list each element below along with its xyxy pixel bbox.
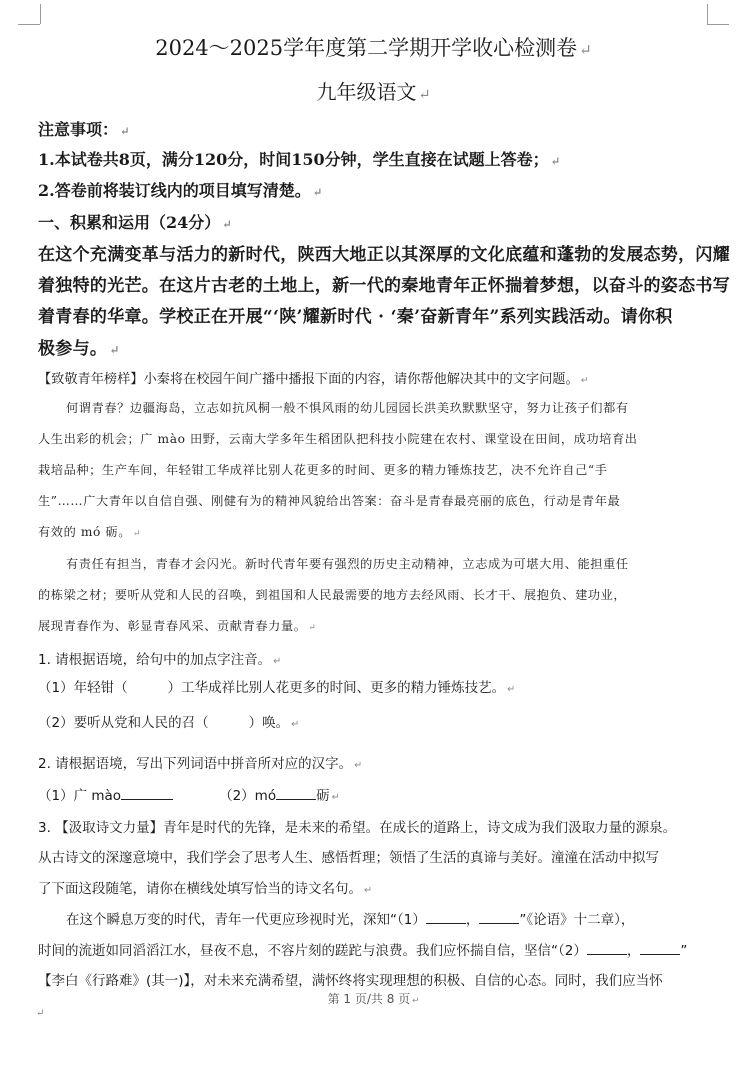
passage-line: 展现青春作为、彰显青春风采、贡献青春力量。 ↵ bbox=[38, 619, 317, 633]
page-footer: 第 1 页/共 8 页 ↵ bbox=[327, 992, 420, 1006]
exam-title: 2024～2025学年度第二学期开学收心检测卷 ↵ bbox=[155, 36, 592, 60]
corner-mark-top-right-h bbox=[707, 24, 729, 25]
passage-line: 栽培品种；生产车间，年轻钳工华成祥比别人花更多的时间、更多的精力锤炼技艺，决不允许自己“手 bbox=[38, 463, 608, 477]
question-2-parts: （1）广 mào （2）mó 砺 ↵ bbox=[38, 788, 340, 804]
question-3-line: 在这个瞬息万变的时代，青年一代更应珍视时光，深知“（1） ， ”《论语》十二章）， bbox=[66, 912, 635, 928]
passage-line: 生”……广大青年以自信自强、刚健有为的精神风貌给出答案：奋斗是青春最亮丽的底色，行动是青年最 bbox=[38, 494, 621, 508]
corner-mark-top-right bbox=[707, 4, 708, 24]
answer-blank[interactable] bbox=[276, 786, 316, 800]
passage-line: 的栋梁之材；要听从党和人民的召唤，到祖国和人民最需要的地方去经风雨、长才干、展抱负、建功业， bbox=[38, 588, 627, 602]
corner-mark-top-left-h bbox=[18, 24, 40, 25]
answer-blank[interactable] bbox=[479, 910, 519, 924]
section-heading: 一、积累和运用（24分） ↵ bbox=[38, 213, 232, 232]
answer-blank[interactable] bbox=[640, 941, 680, 955]
intro-line: 极参与。 ↵ bbox=[38, 339, 120, 359]
passage-line: 何谓青春？边疆海岛，立志如抗风桐一般不惧风雨的幼儿园园长洪美玖默默坚守，努力让孩子们都有 bbox=[66, 401, 629, 415]
paragraph-mark: ↵ bbox=[36, 1008, 45, 1019]
intro-line: 着青春的华章。学校正在开展“‘陕’耀新时代 · ‘秦’奋新青年”系列实践活动。请你积 bbox=[38, 307, 673, 327]
intro-line: 着独特的光芒。在这片古老的土地上，新一代的秦地青年正怀揣着梦想，以奋斗的姿态书写 bbox=[38, 276, 730, 296]
question-2-stem: 2. 请根据语境，写出下列词语中拼音所对应的汉字。 ↵ bbox=[38, 756, 363, 772]
question-1-stem: 1. 请根据语境，给句中的加点字注音。 ↵ bbox=[38, 652, 282, 668]
question-3-line: 3. 【汲取诗文力量】青年是时代的先锋，是未来的希望。在成长的道路上，诗文成为我们汲取力量的源泉。 bbox=[38, 820, 677, 836]
answer-blank[interactable] bbox=[587, 941, 627, 955]
exam-subtitle: 九年级语文 ↵ bbox=[316, 80, 431, 104]
notes-item-2: 2.答卷前将装订线内的项目填写清楚。 ↵ bbox=[38, 181, 323, 200]
notes-item-1: 1.本试卷共8页，满分120分，时间150分钟，学生直接在试题上答卷； ↵ bbox=[38, 150, 561, 169]
question-3-line: 【李白《行路难》(其一)】，对未来充满希望，满怀终将实现理想的积极、自信的心态。同时，我们应当怀 bbox=[38, 973, 663, 989]
corner-mark-top-left bbox=[40, 4, 41, 24]
task-heading: 【致敬青年榜样】小秦将在校园午间广播中播报下面的内容，请你帮他解决其中的文字问题。 ↵ bbox=[38, 372, 589, 387]
answer-blank[interactable] bbox=[426, 910, 466, 924]
intro-line: 在这个充满变革与活力的新时代，陕西大地正以其深厚的文化底蕴和蓬勃的发展态势，闪耀 bbox=[38, 245, 730, 265]
passage-line: 人生出彩的机会；广 mào 田野，云南大学多年生稻团队把科技小院建在农村、课堂设在田间，成功培育出 bbox=[38, 432, 638, 446]
notes-heading: 注意事项： ↵ bbox=[38, 120, 130, 139]
passage-line: 有责任有担当，青春才会闪光。新时代青年要有强烈的历史主动精神，立志成为可堪大用、能担重任 bbox=[66, 557, 629, 571]
question-3-line: 从古诗文的深邃意境中，我们学会了思考人生、感悟哲理；领悟了生活的真谛与美好。潼潼在活动中拟写 bbox=[38, 850, 659, 866]
question-3-line: 时间的流逝如同滔滔江水，昼夜不息，不容片刻的蹉跎与浪费。我们应怀揣自信，坚信“（2） ， ” bbox=[38, 943, 688, 959]
question-1-part-2: （2）要听从党和人民的召（ ）唤。 ↵ bbox=[38, 715, 300, 731]
passage-line: 有效的 mó 砺。 ↵ bbox=[38, 525, 141, 539]
answer-blank[interactable] bbox=[121, 786, 173, 800]
question-1-part-1: （1）年轻钳（ ）工华成祥比别人花更多的时间、更多的精力锤炼技艺。 ↵ bbox=[38, 680, 516, 696]
question-3-line: 了下面这段随笔，请你在横线处填写恰当的诗文名句。 ↵ bbox=[38, 881, 373, 897]
